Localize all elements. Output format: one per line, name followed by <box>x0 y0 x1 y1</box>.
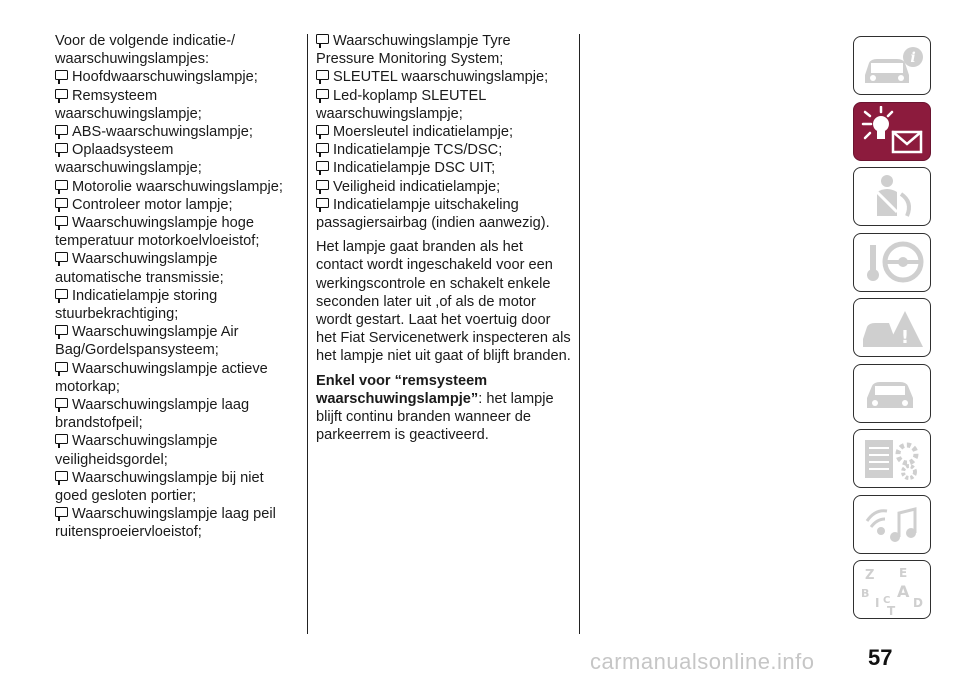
warning-lamp-icon <box>316 34 329 44</box>
car-service-icon <box>857 368 927 418</box>
list-item <box>55 141 300 177</box>
car-accident-warning-icon <box>857 303 927 353</box>
page-number: 57 <box>868 645 893 670</box>
warning-light-list-continued <box>316 32 572 232</box>
list-item <box>55 68 300 86</box>
warning-lamp-icon <box>55 507 68 517</box>
svg-text:!: ! <box>900 326 910 348</box>
list-item <box>316 141 572 159</box>
list-item <box>55 214 300 250</box>
brake-note-paragraph <box>316 372 572 445</box>
list-item-label: Waarschuwingslampje hoge temperatuur motorkoelvloeistof; <box>55 215 260 250</box>
warning-light-message-icon <box>857 106 927 156</box>
warning-lamp-icon <box>316 161 329 171</box>
list-item-label: Veiligheid indicatielampje; <box>333 178 501 195</box>
tab-emergency[interactable] <box>853 298 931 357</box>
list-item-label: Indicatielampje TCS/DSC; <box>333 142 503 159</box>
tab-starting-driving[interactable] <box>853 233 931 292</box>
warning-lamp-icon <box>55 434 68 444</box>
list-item <box>55 196 300 214</box>
tab-technical-data[interactable] <box>853 429 931 488</box>
warning-lamp-icon <box>55 125 68 135</box>
tab-warning-lights[interactable] <box>853 102 931 161</box>
svg-text:B: B <box>861 586 870 600</box>
tab-multimedia[interactable] <box>853 495 931 554</box>
list-item <box>55 505 300 541</box>
list-item <box>316 68 572 86</box>
warning-lamp-icon <box>55 252 68 262</box>
key-steering-wheel-icon <box>857 237 927 287</box>
list-item-label: Hoofdwaarschuwingslampje; <box>72 69 258 86</box>
list-item-label: Moersleutel indicatielampje; <box>333 124 514 141</box>
list-item <box>55 469 300 505</box>
svg-text:i: i <box>910 49 916 66</box>
svg-text:C: C <box>883 594 891 606</box>
warning-lamp-icon <box>316 180 329 190</box>
list-item <box>316 32 572 68</box>
list-item-label: Waarschuwingslampje veiligheidsgordel; <box>55 433 218 468</box>
list-item <box>316 178 572 196</box>
list-item-label: Led-koplamp SLEUTEL waarschuwingslampje; <box>316 87 486 122</box>
list-item-label: Waarschuwingslampje bij niet goed gesloten portier; <box>55 469 264 505</box>
tab-safety[interactable] <box>853 167 931 226</box>
list-item-label: Indicatielampje DSC UIT; <box>333 160 496 177</box>
warning-lamp-icon <box>55 362 68 372</box>
warning-lamp-icon <box>55 289 68 299</box>
warning-lamp-icon <box>55 398 68 408</box>
warning-lamp-icon <box>316 70 329 80</box>
list-item-label: Waarschuwingslampje laag peil ruitensproeiervloeistof; <box>55 506 276 541</box>
list-item <box>55 287 300 323</box>
checklist-gears-icon <box>857 434 927 484</box>
list-item-label: Remsysteem waarschuwingslampje; <box>55 87 202 122</box>
list-item <box>316 123 572 141</box>
list-item <box>316 196 572 232</box>
car-info-icon <box>857 41 927 91</box>
list-item-label: Waarschuwingslampje Tyre Pressure Monitoring System; <box>316 33 511 68</box>
svg-text:I: I <box>875 595 880 610</box>
list-item <box>55 250 300 286</box>
list-item-label: ABS-waarschuwingslampje; <box>72 124 253 141</box>
list-item <box>55 432 300 468</box>
warning-light-list <box>55 68 300 541</box>
list-item-label: Waarschuwingslampje laag brandstofpeil; <box>55 397 250 432</box>
tab-maintenance[interactable] <box>853 364 931 423</box>
description-paragraph: Het lampje gaat branden als het contact wordt ingeschakeld voor een werkingscontrole en schakelt enkele seconden later uit ,of als de motor wordt gestart. Laat het voertuig door het Fiat Servicenetwerk inspecteren als het lampje niet uit gaat of blijft branden. <box>316 239 571 365</box>
list-item-label: SLEUTEL waarschuwingslampje; <box>333 69 549 86</box>
chapter-tabs <box>853 36 933 626</box>
svg-text:D: D <box>913 595 923 610</box>
warning-lamp-icon <box>55 70 68 80</box>
list-item <box>55 123 300 141</box>
warning-lamp-icon <box>316 125 329 135</box>
warning-lamp-icon <box>55 325 68 335</box>
svg-text:T: T <box>887 603 896 615</box>
brake-note-title: Enkel voor “remsysteem waarschuwingslampje” <box>316 372 488 407</box>
warning-lamp-icon <box>55 89 68 99</box>
warning-lamp-icon <box>316 198 329 208</box>
warning-lamp-icon <box>55 143 68 153</box>
text-column-left <box>55 32 300 542</box>
list-item <box>55 178 300 196</box>
list-item-label: Waarschuwingslampje actieve motorkap; <box>55 360 268 395</box>
list-item <box>55 87 300 123</box>
svg-text:Z: Z <box>865 567 875 583</box>
list-item <box>316 87 572 123</box>
brake-note-text: : het lampje blijft continu branden wanneer de parkeerrem is geactiveerd. <box>316 390 554 444</box>
alphabet-index-icon <box>857 565 927 615</box>
list-item-label: Indicatielampje uitschakeling passagiersairbag (indien aanwezig). <box>316 196 550 232</box>
list-item <box>55 323 300 359</box>
list-item <box>316 159 572 177</box>
list-item <box>55 360 300 396</box>
list-item-label: Oplaadsysteem waarschuwingslampje; <box>55 142 202 177</box>
warning-lamp-icon <box>55 180 68 190</box>
watermark: carmanualsonline.info <box>590 649 815 674</box>
warning-lamp-icon <box>55 216 68 226</box>
warning-lamp-icon <box>55 471 68 481</box>
column-divider-left <box>307 34 308 634</box>
tab-index[interactable] <box>853 560 931 619</box>
text-column-right <box>316 32 572 444</box>
seatbelt-airbag-icon <box>857 172 927 222</box>
audio-music-icon <box>857 499 927 549</box>
list-item-label: Motorolie waarschuwingslampje; <box>72 178 283 195</box>
intro-text: Voor de volgende indicatie-/ waarschuwingslampjes: <box>55 33 236 68</box>
list-item-label: Waarschuwingslampje automatische transmissie; <box>55 251 224 286</box>
tab-car-info[interactable] <box>853 36 931 95</box>
svg-text:A: A <box>897 581 910 601</box>
list-item-label: Waarschuwingslampje Air Bag/Gordelspansysteem; <box>55 324 239 359</box>
column-divider-right <box>579 34 580 634</box>
warning-lamp-icon <box>55 198 68 208</box>
warning-lamp-icon <box>316 143 329 153</box>
list-item-label: Controleer motor lampje; <box>72 196 233 213</box>
list-item <box>55 396 300 432</box>
warning-lamp-icon <box>316 89 329 99</box>
list-item-label: Indicatielampje storing stuurbekrachtiging; <box>55 287 218 323</box>
svg-text:E: E <box>899 565 908 580</box>
